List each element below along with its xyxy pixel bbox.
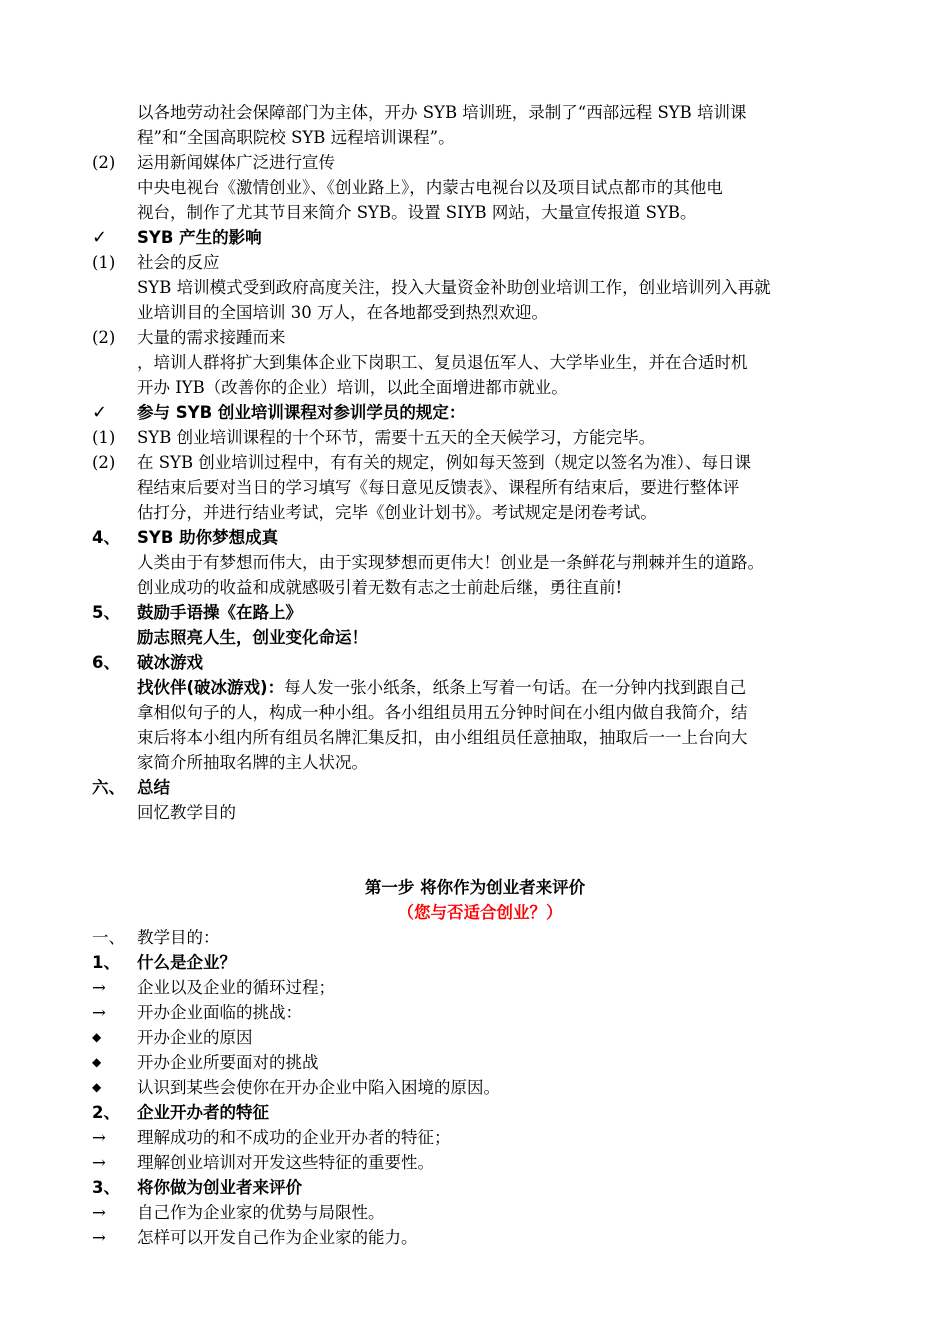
page-title: 第一步 将你作为创业者来评价 — [364, 878, 586, 897]
list-item-text: 企业以及企业的循环过程； — [137, 978, 335, 997]
paragraph-text: 估打分，并进行结业考试，完毕《创业计划书》。考试规定是闭卷考试。 — [137, 503, 657, 522]
heading-text: 鼓励手语操《在路上》 — [137, 603, 302, 622]
paragraph-text: 创业成功的收益和成就感吸引着无数有志之士前赴后继，勇往直前! — [137, 578, 623, 597]
arrow-icon: → — [92, 1003, 106, 1022]
page-subtitle: （您与否适合创业？） — [397, 903, 563, 922]
list-item-text: 理解创业培训对开发这些特征的重要性。 — [137, 1153, 434, 1172]
paragraph-text: 程结束后要对当日的学习填写《每日意见反馈表》、课程所有结束后，要进行整体评 — [137, 478, 740, 497]
bold-text: 励志照亮人生，创业变化命运！ — [137, 628, 368, 647]
list-number: (2) — [92, 153, 116, 172]
paragraph-text: 程”和“全国高职院校 SYB 远程培训课程”。 — [137, 128, 455, 147]
list-item-text: 怎样可以开发自己作为企业家的能力。 — [137, 1228, 418, 1247]
diamond-bullet-icon: ◆ — [92, 1030, 102, 1044]
list-item-text: 开办企业所要面对的挑战 — [137, 1053, 319, 1072]
heading-text: 教学目的： — [137, 928, 220, 947]
section-number: 3、 — [92, 1178, 120, 1197]
paragraph-text: 中央电视台《激情创业》、《创业路上》，内蒙古电视台以及项目试点都市的其他电 — [137, 178, 723, 197]
heading-text: SYB 助你梦想成真 — [137, 528, 279, 547]
list-number: (1) — [92, 253, 116, 272]
paragraph-text: ，培训人群将扩大到集体企业下岗职工、复员退伍军人、大学毕业生，并在合适时机 — [137, 353, 748, 372]
section-number: 六、 — [92, 778, 125, 797]
arrow-icon: → — [92, 1128, 106, 1147]
arrow-icon: → — [92, 978, 106, 997]
list-item-text: 开办企业面临的挑战： — [137, 1003, 302, 1022]
paragraph-text: 开办 IYB（改善你的企业）培训，以此全面增进都市就业。 — [137, 378, 568, 397]
diamond-bullet-icon: ◆ — [92, 1080, 102, 1094]
heading-text: 总结 — [137, 778, 170, 797]
arrow-icon: → — [92, 1203, 106, 1222]
checkmark-icon: ✓ — [92, 227, 108, 248]
section-number: 2、 — [92, 1103, 120, 1122]
paragraph-text: 以各地劳动社会保障部门为主体，开办 SYB 培训班，录制了“西部远程 SYB 培训课 — [137, 103, 747, 122]
paragraph-text: 业培训目的全国培训 30 万人，在各地都受到热烈欢迎。 — [137, 303, 548, 322]
checkmark-icon: ✓ — [92, 402, 108, 423]
heading-text: SYB 产生的影响 — [137, 228, 262, 247]
heading-text: 企业开办者的特征 — [137, 1103, 269, 1122]
paragraph-text: 束后将本小组内所有组员名牌汇集反扣，由小组组员任意抽取，抽取后一一上台向大 — [137, 728, 748, 747]
list-item-text: 大量的需求接踵而来 — [137, 328, 286, 347]
paragraph-text: 拿相似句子的人，构成一种小组。各小组组员用五分钟时间在小组内做自我简介，结 — [137, 703, 748, 722]
list-item-text: 认识到某些会使你在开办企业中陷入困境的原因。 — [137, 1078, 500, 1097]
heading-text: 将你做为创业者来评价 — [137, 1178, 302, 1197]
paragraph-text: 回忆教学目的 — [137, 803, 236, 822]
paragraph-text: SYB 培训模式受到政府高度关注，投入大量资金补助创业培训工作，创业培训列入再就 — [137, 278, 771, 297]
diamond-bullet-icon: ◆ — [92, 1055, 102, 1069]
arrow-icon: → — [92, 1153, 106, 1172]
list-item-text: 开办企业的原因 — [137, 1028, 253, 1047]
heading-text: 破冰游戏 — [137, 653, 203, 672]
heading-text: 参与 SYB 创业培训课程对参训学员的规定： — [137, 403, 466, 422]
list-item-text: 理解成功的和不成功的企业开办者的特征； — [137, 1128, 451, 1147]
heading-text: 什么是企业？ — [137, 953, 236, 972]
list-item-text: SYB 创业培训课程的十个环节，需要十五天的全天候学习，方能完毕。 — [137, 428, 656, 447]
list-number: (1) — [92, 428, 116, 447]
paragraph-text: 人类由于有梦想而伟大，由于实现梦想而更伟大！创业是一条鲜花与荆棘并生的道路。 — [137, 553, 764, 572]
list-item-text: 社会的反应 — [137, 253, 220, 272]
list-number: (2) — [92, 453, 116, 472]
section-number: 4、 — [92, 528, 120, 547]
section-number: 一、 — [92, 928, 125, 947]
paragraph-text: 每人发一张小纸条，纸条上写着一句话。在一分钟内找到跟自己 — [284, 678, 747, 697]
section-number: 5、 — [92, 603, 120, 622]
bold-lead-text: 找伙伴(破冰游戏)： — [137, 678, 285, 697]
list-item-text: 在 SYB 创业培训过程中，有有关的规定，例如每天签到（规定以签名为准）、每日课 — [137, 453, 752, 472]
paragraph-text: 家简介所抽取名牌的主人状况。 — [137, 753, 368, 772]
paragraph-text: 视台，制作了尤其节目来简介 SYB。设置 SIYB 网站，大量宣传报道 SYB。 — [137, 203, 697, 222]
arrow-icon: → — [92, 1228, 106, 1247]
list-number: (2) — [92, 328, 116, 347]
section-number: 6、 — [92, 653, 120, 672]
list-item-text: 运用新闻媒体广泛进行宣传 — [137, 153, 335, 172]
section-number: 1、 — [92, 953, 120, 972]
list-item-text: 自己作为企业家的优势与局限性。 — [137, 1203, 385, 1222]
